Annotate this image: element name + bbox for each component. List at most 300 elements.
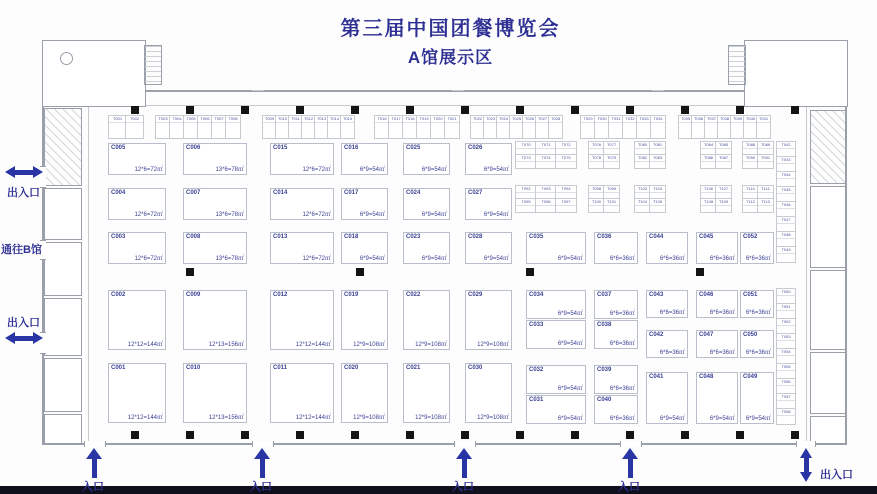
pillar — [791, 431, 799, 439]
room-right-3 — [810, 352, 846, 414]
mini-booth-id: T076 — [589, 142, 604, 149]
booth-size: 12*13=156㎡ — [208, 415, 244, 421]
exit-entrance-arrow-bottom — [5, 332, 43, 344]
booth-size: 6*6=36㎡ — [709, 256, 735, 262]
stairs-left — [44, 108, 82, 186]
booth-size: 13*6=78㎡ — [215, 256, 244, 262]
booth-C041 — [646, 372, 688, 424]
booth-id: C002 — [111, 292, 126, 298]
mini-booth-id: T038 — [719, 116, 730, 121]
mini-booth-id: T101 — [604, 199, 619, 206]
exit-entrance-arrow-right — [800, 448, 812, 482]
mini-booth-id: T074 — [536, 155, 556, 162]
booth-size: 6*9=54㎡ — [557, 386, 583, 392]
mini-booth-T097 — [555, 198, 577, 213]
mini-booth-id: T023 — [485, 116, 496, 121]
arrow-up-head — [86, 448, 102, 459]
pillar — [461, 106, 469, 114]
booth-size: 6*6=36㎡ — [745, 350, 771, 356]
pillar — [681, 431, 689, 439]
booth-C025 — [403, 143, 450, 175]
booth-id: C019 — [344, 292, 359, 298]
stairs-right — [810, 110, 846, 184]
booth-id: C020 — [344, 365, 359, 371]
mini-booth-id: T053 — [777, 334, 795, 341]
mini-booth-id: T051 — [777, 304, 795, 311]
booth-C022 — [403, 290, 450, 350]
mini-booth-id: T070 — [516, 142, 536, 149]
booth-C013 — [270, 232, 334, 264]
booth-id: C040 — [597, 397, 612, 403]
mini-booth-id: T043 — [777, 157, 795, 164]
stairs-top-right — [728, 45, 746, 85]
mini-booth-id: T057 — [777, 394, 795, 401]
mini-booth-id: T082 — [635, 155, 650, 162]
mini-booth-id: T079 — [604, 155, 619, 162]
mini-booth-T087 — [715, 154, 732, 169]
mini-booth-id: T071 — [536, 142, 556, 149]
mini-booth-id: T105 — [650, 199, 665, 206]
booth-size: 6*9=54㎡ — [483, 167, 509, 173]
mini-booth-T075 — [555, 154, 577, 169]
booth-id: C015 — [273, 145, 288, 151]
mini-booth-T058 — [776, 408, 796, 425]
mini-booth-id: T006 — [198, 116, 212, 123]
wall-vent — [452, 84, 464, 91]
mini-booth-id: T028 — [550, 116, 561, 121]
pillar — [186, 431, 194, 439]
pillar — [571, 106, 579, 114]
booth-C020 — [341, 363, 388, 423]
booth-id: C028 — [468, 234, 483, 240]
mini-booth-id: T024 — [498, 116, 509, 121]
booth-C024 — [403, 188, 450, 220]
booth-id: C012 — [273, 292, 288, 298]
mini-booth-id: T020 — [431, 116, 445, 123]
room-bottom-left — [44, 414, 82, 444]
pillar — [131, 431, 139, 439]
booth-C019 — [341, 290, 388, 350]
exit-entrance-label-bottom: 出入口 — [7, 317, 40, 329]
mini-booth-id: T055 — [777, 364, 795, 371]
room-right-1 — [810, 186, 846, 268]
pillar — [681, 106, 689, 114]
booth-size: 6*6=36㎡ — [609, 416, 635, 422]
booth-C050 — [740, 330, 774, 358]
booth-size: 6*6=36㎡ — [659, 350, 685, 356]
booth-size: 12*12=144㎡ — [127, 415, 163, 421]
mini-booth-id: T091 — [758, 155, 773, 162]
booth-size: 6*6=36㎡ — [745, 310, 771, 316]
mini-booth-id: T047 — [777, 217, 795, 224]
entrance-arrow — [86, 448, 102, 478]
mini-booth-id: T084 — [701, 142, 716, 149]
booth-size: 6*9=54㎡ — [745, 416, 771, 422]
booth-C042 — [646, 330, 688, 358]
mini-booth-id: T054 — [777, 349, 795, 356]
booth-C036 — [594, 232, 638, 264]
booth-C014 — [270, 188, 334, 220]
pillar — [356, 268, 364, 276]
pillar — [131, 106, 139, 114]
mini-booth-T083 — [649, 154, 666, 169]
mini-booth-T015 — [340, 115, 355, 139]
mini-booth-id: T108 — [701, 199, 716, 206]
booth-C044 — [646, 232, 688, 264]
pillar — [626, 106, 634, 114]
mini-booth-id: T019 — [417, 116, 431, 123]
entrance-door — [252, 441, 274, 447]
mini-booth-id: T100 — [589, 199, 604, 206]
mini-booth-T008 — [225, 115, 241, 139]
mini-booth-id: T026 — [524, 116, 535, 121]
booth-id: C046 — [699, 292, 714, 298]
mini-booth-id: T044 — [777, 172, 795, 179]
booth-id: C034 — [529, 292, 544, 298]
booth-size: 6*6=36㎡ — [659, 310, 685, 316]
booth-C004 — [108, 188, 166, 220]
booth-C010 — [183, 363, 247, 423]
mini-booth-T074 — [535, 154, 557, 169]
mini-booth-id: T050 — [777, 289, 795, 296]
mini-booth-id: T037 — [706, 116, 717, 121]
mini-booth-id: T027 — [537, 116, 548, 121]
pillar — [571, 431, 579, 439]
mini-booth-T028 — [548, 115, 563, 139]
booth-size: 12*9=108㎡ — [415, 342, 447, 348]
booth-id: C042 — [649, 332, 664, 338]
booth-id: C038 — [597, 322, 612, 328]
booth-id: C043 — [649, 292, 664, 298]
mini-booth-id: T025 — [511, 116, 522, 121]
mini-booth-id: T010 — [277, 116, 288, 121]
mini-booth-id: T113 — [758, 199, 773, 206]
entrance-label: 入口 — [618, 481, 640, 493]
booth-id: C035 — [529, 234, 544, 240]
booth-C017 — [341, 188, 388, 220]
pillar — [791, 106, 799, 114]
booth-size: 12*9=108㎡ — [353, 342, 385, 348]
booth-C045 — [696, 232, 738, 264]
mini-booth-id: T033 — [637, 116, 651, 123]
booth-size: 12*12=144㎡ — [127, 342, 163, 348]
booth-C028 — [465, 232, 512, 264]
booth-id: C024 — [406, 190, 421, 196]
mini-booth-id: T034 — [651, 116, 665, 123]
arrow-right-head — [33, 166, 43, 178]
mini-booth-id: T029 — [581, 116, 595, 123]
booth-size: 12*6=72㎡ — [302, 212, 331, 218]
booth-id: C027 — [468, 190, 483, 196]
booth-size: 12*6=72㎡ — [134, 256, 163, 262]
booth-id: C007 — [186, 190, 201, 196]
pillar — [626, 431, 634, 439]
mini-booth-id: T107 — [716, 186, 731, 193]
booth-size: 6*6=36㎡ — [709, 350, 735, 356]
booth-size: 6*6=36㎡ — [709, 310, 735, 316]
mini-booth-id: T111 — [758, 186, 773, 193]
bottom-wall — [42, 443, 847, 445]
mini-booth-T034 — [650, 115, 666, 139]
mini-booth-id: T031 — [609, 116, 623, 123]
mini-booth-id: T096 — [536, 199, 556, 206]
pillar — [351, 106, 359, 114]
mini-booth-id: T036 — [693, 116, 704, 121]
booth-C026 — [465, 143, 512, 175]
left-corridor-line — [88, 105, 89, 443]
booth-id: C014 — [273, 190, 288, 196]
booth-id: C004 — [111, 190, 126, 196]
booth-C047 — [696, 330, 738, 358]
pillar — [186, 106, 194, 114]
entrance-label: 入口 — [250, 481, 272, 493]
pillar — [351, 431, 359, 439]
mini-booth-id: T042 — [777, 142, 795, 149]
booth-size: 12*9=108㎡ — [415, 415, 447, 421]
mini-booth-id: T022 — [472, 116, 483, 121]
booth-size: 13*6=78㎡ — [215, 212, 244, 218]
booth-id: C006 — [186, 145, 201, 151]
mini-booth-id: T045 — [777, 187, 795, 194]
mini-booth-id: T007 — [212, 116, 226, 123]
room-top-right — [744, 40, 848, 107]
mini-booth-id: T102 — [635, 186, 650, 193]
mini-booth-id: T056 — [777, 379, 795, 386]
right-corridor-line — [806, 105, 807, 443]
booth-id: C022 — [406, 292, 421, 298]
booth-C008 — [183, 232, 247, 264]
mini-booth-id: T087 — [716, 155, 731, 162]
exit-entrance-label-top: 出入口 — [7, 187, 40, 199]
entrance-label: 入口 — [82, 481, 104, 493]
booth-size: 6*9=54㎡ — [709, 416, 735, 422]
booth-size: 12*12=144㎡ — [295, 342, 331, 348]
pillar — [526, 268, 534, 276]
pillar — [241, 106, 249, 114]
mini-booth-id: T039 — [732, 116, 743, 121]
booth-C006 — [183, 143, 247, 175]
mini-booth-id: T015 — [342, 116, 353, 121]
mini-booth-id: T099 — [604, 186, 619, 193]
mini-booth-T041 — [756, 115, 771, 139]
room-left-4 — [44, 358, 82, 412]
entrance-arrow — [456, 448, 472, 478]
booth-C021 — [403, 363, 450, 423]
mini-booth-T002 — [125, 115, 144, 139]
booth-size: 12*6=72㎡ — [302, 167, 331, 173]
mini-booth-id: T109 — [716, 199, 731, 206]
booth-size: 6*9=54㎡ — [421, 167, 447, 173]
mini-booth-T095 — [515, 198, 537, 213]
arrow-up-head — [456, 448, 472, 459]
booth-C048 — [696, 372, 738, 424]
booth-id: C045 — [699, 234, 714, 240]
booth-size: 6*6=36㎡ — [609, 386, 635, 392]
booth-id: C036 — [597, 234, 612, 240]
entrance-door — [454, 441, 476, 447]
room-left-1 — [44, 188, 82, 240]
booth-id: C011 — [273, 365, 288, 371]
pillar — [736, 106, 744, 114]
room-bottom-right — [810, 416, 846, 444]
mini-booth-id: T088 — [743, 142, 758, 149]
booth-id: C041 — [649, 374, 664, 380]
booth-id: C048 — [699, 374, 714, 380]
pillar — [736, 431, 744, 439]
mini-booth-id: T097 — [556, 199, 576, 206]
room-left-3 — [44, 298, 82, 356]
entrance-door — [84, 441, 106, 447]
booth-C051 — [740, 290, 774, 318]
booth-C030 — [465, 363, 512, 423]
mini-booth-id: T017 — [389, 116, 403, 123]
mini-booth-id: T095 — [516, 199, 536, 206]
mini-booth-id: T094 — [556, 186, 576, 193]
exit-entrance-label-right: 出入口 — [820, 469, 853, 481]
mini-booth-T109 — [715, 198, 732, 213]
booth-id: C029 — [468, 292, 483, 298]
booth-size: 12*9=108㎡ — [477, 415, 509, 421]
booth-size: 6*9=54㎡ — [359, 212, 385, 218]
wall-vent — [252, 84, 264, 91]
mini-booth-id: T090 — [743, 155, 758, 162]
mini-booth-id: T072 — [556, 142, 576, 149]
pillar — [406, 431, 414, 439]
mini-booth-id: T011 — [289, 116, 302, 123]
mini-booth-T091 — [757, 154, 774, 169]
booth-id: C030 — [468, 365, 483, 371]
booth-size: 6*9=54㎡ — [557, 256, 583, 262]
booth-size: 6*9=54㎡ — [359, 167, 385, 173]
booth-size: 6*9=54㎡ — [659, 416, 685, 422]
pillar — [186, 268, 194, 276]
mini-booth-id: T003 — [156, 116, 170, 123]
mini-booth-id: T046 — [777, 202, 795, 209]
booth-id: C044 — [649, 234, 664, 240]
pillar — [406, 106, 414, 114]
mini-booth-id: T001 — [109, 116, 126, 123]
booth-C031 — [526, 395, 586, 424]
inner-top-line — [42, 105, 846, 106]
booth-C023 — [403, 232, 450, 264]
mini-booth-id: T080 — [635, 142, 650, 149]
booth-size: 13*6=78㎡ — [215, 167, 244, 173]
booth-C009 — [183, 290, 247, 350]
booth-C046 — [696, 290, 738, 318]
booth-C012 — [270, 290, 334, 350]
booth-id: C051 — [743, 292, 758, 298]
booth-id: C013 — [273, 234, 288, 240]
room-right-2 — [810, 270, 846, 350]
booth-id: C003 — [111, 234, 126, 240]
mini-booth-id: T075 — [556, 155, 576, 162]
booth-id: C052 — [743, 234, 758, 240]
booth-C043 — [646, 290, 688, 318]
arrow-left-head — [5, 166, 15, 178]
booth-size: 6*6=36㎡ — [609, 311, 635, 317]
room-left-2 — [44, 242, 82, 296]
booth-id: C018 — [344, 234, 359, 240]
mini-booth-id: T021 — [445, 116, 459, 123]
mini-booth-id: T009 — [264, 116, 275, 121]
booth-C033 — [526, 320, 586, 349]
mini-booth-id: T110 — [743, 186, 758, 193]
booth-id: C050 — [743, 332, 758, 338]
booth-C037 — [594, 290, 638, 319]
booth-size: 12*6=72㎡ — [302, 256, 331, 262]
booth-C011 — [270, 363, 334, 423]
booth-id: C021 — [406, 365, 421, 371]
booth-size: 12*6=72㎡ — [134, 212, 163, 218]
booth-C029 — [465, 290, 512, 350]
exit-door-bottom-right — [796, 441, 816, 447]
mini-booth-id: T081 — [650, 142, 665, 149]
booth-size: 6*6=36㎡ — [745, 256, 771, 262]
mini-booth-id: T077 — [604, 142, 619, 149]
booth-size: 12*6=72㎡ — [134, 167, 163, 173]
booth-size: 6*9=54㎡ — [421, 212, 447, 218]
booth-C049 — [740, 372, 774, 424]
pillar — [696, 268, 704, 276]
mini-booth-id: T018 — [403, 116, 417, 123]
booth-id: C001 — [111, 365, 126, 371]
booth-size: 6*9=54㎡ — [483, 256, 509, 262]
mini-booth-T096 — [535, 198, 557, 213]
booth-C015 — [270, 143, 334, 175]
mini-booth-id: T078 — [589, 155, 604, 162]
booth-size: 6*9=54㎡ — [359, 256, 385, 262]
booth-id: C008 — [186, 234, 201, 240]
booth-C040 — [594, 395, 638, 424]
mini-booth-id: T073 — [516, 155, 536, 162]
booth-size: 12*9=108㎡ — [477, 342, 509, 348]
booth-size: 6*6=36㎡ — [609, 341, 635, 347]
booth-id: C033 — [529, 322, 544, 328]
booth-size: 6*6=36㎡ — [659, 256, 685, 262]
booth-C038 — [594, 320, 638, 349]
mini-booth-id: T093 — [536, 186, 556, 193]
booth-id: C010 — [186, 365, 201, 371]
mini-booth-id: T002 — [126, 116, 143, 123]
booth-C034 — [526, 290, 586, 319]
booth-id: C023 — [406, 234, 421, 240]
mini-booth-id: T058 — [777, 409, 795, 416]
mini-booth-id: T098 — [589, 186, 604, 193]
bottom-bar — [0, 486, 877, 494]
booth-size: 12*12=144㎡ — [295, 415, 331, 421]
mini-booth-T105 — [649, 198, 666, 213]
pillar — [461, 431, 469, 439]
booth-C039 — [594, 365, 638, 394]
booth-id: C039 — [597, 367, 612, 373]
booth-id: C031 — [529, 397, 544, 403]
mini-booth-id: T092 — [516, 186, 536, 193]
pillar — [516, 106, 524, 114]
booth-id: C009 — [186, 292, 201, 298]
booth-id: C025 — [406, 145, 421, 151]
mini-booth-id: T008 — [226, 116, 240, 123]
mini-booth-id: T035 — [680, 116, 691, 121]
arrow-up-head — [254, 448, 270, 459]
mini-booth-id: T048 — [777, 232, 795, 239]
booth-size: 6*9=54㎡ — [557, 416, 583, 422]
mini-booth-id: T032 — [623, 116, 637, 123]
pillar — [241, 431, 249, 439]
booth-id: C026 — [468, 145, 483, 151]
mini-booth-id: T004 — [170, 116, 184, 123]
booth-size: 12*9=108㎡ — [353, 415, 385, 421]
booth-size: 12*13=156㎡ — [208, 342, 244, 348]
